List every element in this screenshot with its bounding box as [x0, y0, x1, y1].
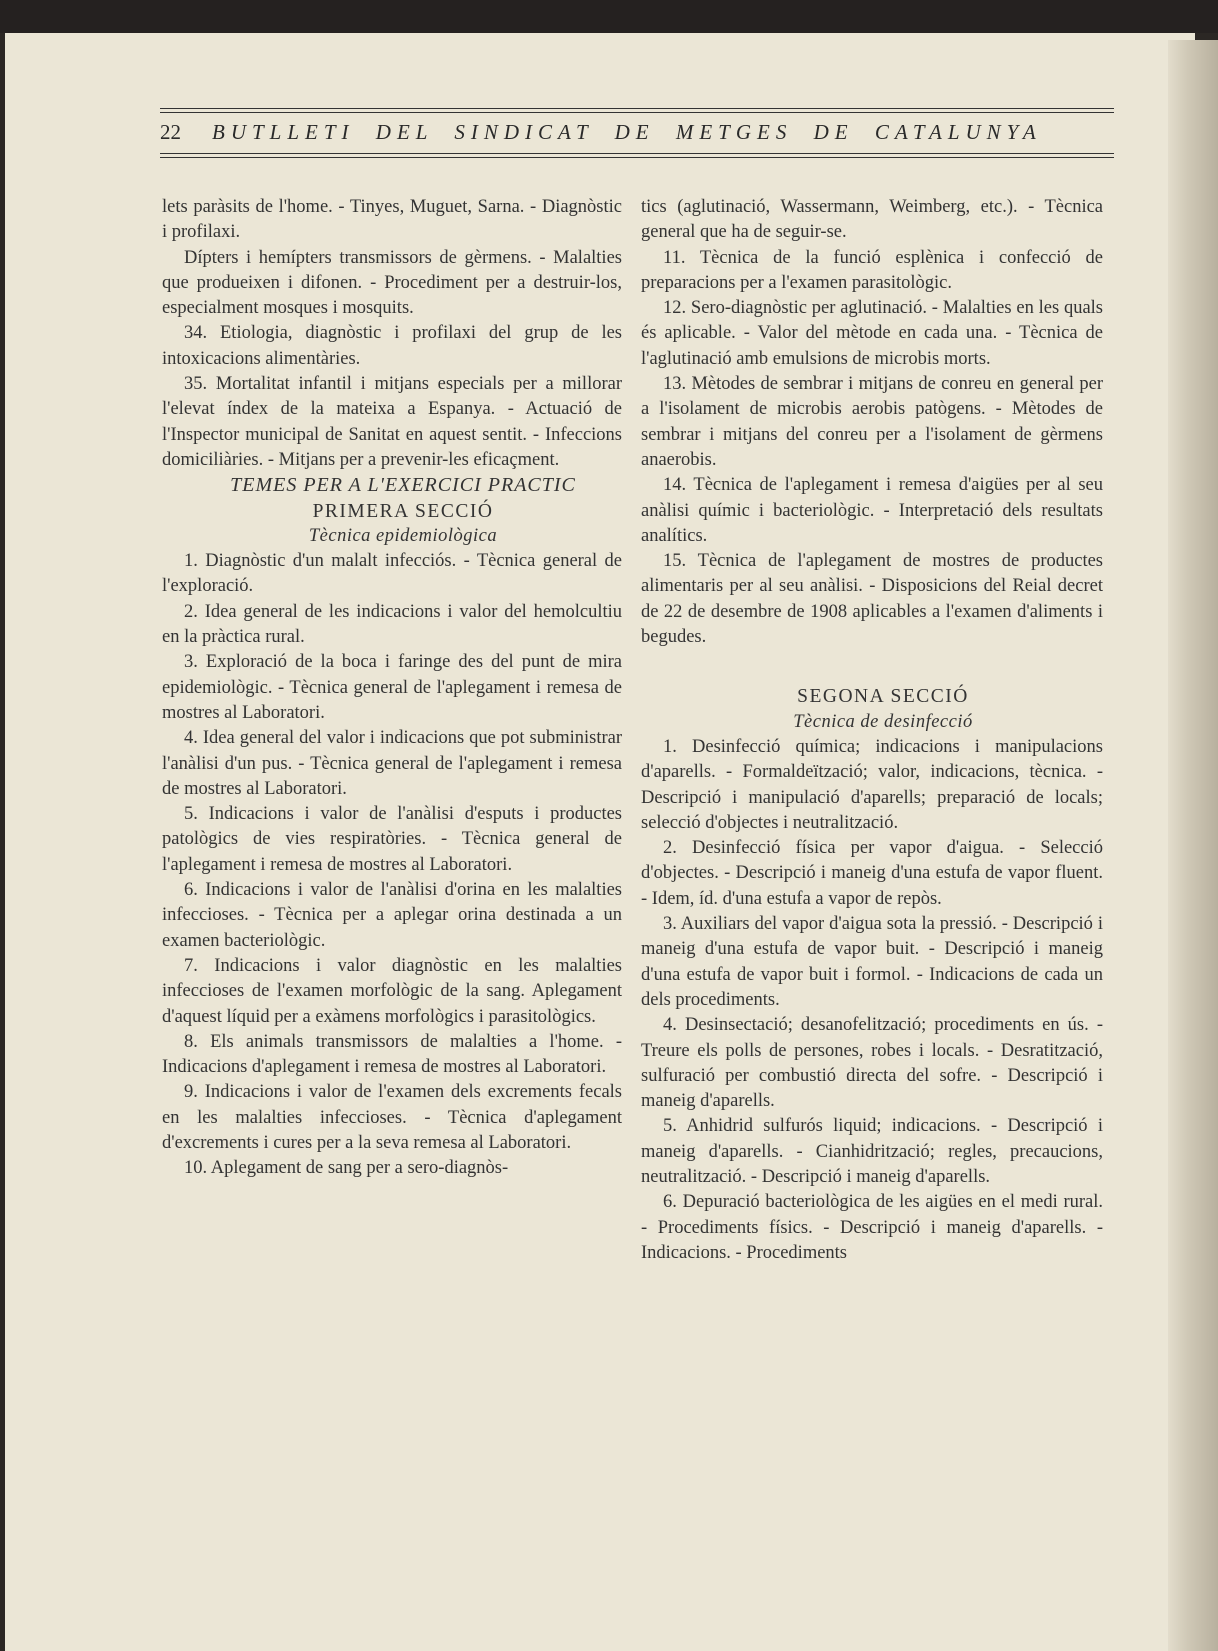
list-item: 13. Mètodes de sembrar i mitjans de conreu en general per a l'isolament de microbis aerobis patògens. - Mètodes de sembrar i mitjans del conreu per a l'isolament de gèrmens anaerobis. [641, 374, 1103, 470]
list-item: 14. Tècnica de l'aplegament i remesa d'aigües per al seu anàlisi químic i bacteriològic. - Interpretació dels resultats analítics. [641, 475, 1103, 546]
header-rule-top-2 [160, 112, 1114, 113]
section-title: SEGONA SECCIÓ [797, 686, 969, 708]
list-item: 1. Desinfecció química; indicacions i manipulacions d'aparells. - Formaldeïtzació; valor, indicacions, tècnica. - Descripció i manipulació d'aparells; preparació de locals; selecció d'objectes i neutralització. [641, 736, 1103, 833]
list-item: 5. Indicacions i valor de l'anàlisi d'esputs i productes patològics de vies respiratòries. - Tècnica general de l'aplegament i remesa de mostres al Laboratori. [162, 804, 622, 875]
paragraph: Dípters i hemípters transmissors de gèrmens. - Malalties que produeixen i difonen. - Procediment per a destruir-los, especialment mosques i mosquits. [162, 247, 622, 319]
paragraph: tics (aglutinació, Wassermann, Weimberg, etc.). - Tècnica general que ha de seguir-se. [641, 197, 1103, 243]
list-item: 2. Desinfecció física per vapor d'aigua. - Selecció d'objectes. - Descripció i maneig d'una estufa de vapor fluent. - Idem, íd. d'una estufa a vapor de repòs. [641, 838, 1103, 909]
list-item: 2. Idea general de les indicacions i valor del hemolcultiu en la pràctica rural. [162, 601, 622, 648]
right-column [641, 195, 1103, 1266]
header-rule-bottom-2 [160, 157, 1114, 158]
header-rule-top [160, 108, 1114, 109]
list-item: 1. Diagnòstic d'un malalt infecciós. - Tècnica general de l'exploració. [162, 551, 622, 597]
list-item: 11. Tècnica de la funció esplènica i confecció de preparacions per a l'examen parasitològic. [641, 247, 1103, 293]
running-title: BUTLLETI DEL SINDICAT DE METGES DE CATALUNYA [212, 120, 1042, 144]
list-item: 15. Tècnica de l'aplegament de mostres de productes alimentaris per al seu anàlisi. - Disposicions del Reial decret de 22 de desembre de 1908 aplicables a l'examen d'aliments i begudes. [641, 551, 1103, 648]
page-gutter-shadow [1168, 40, 1218, 1651]
header-rule-bottom [160, 153, 1114, 154]
running-header [160, 108, 1114, 164]
paragraph: 35. Mortalitat infantil i mitjans especials per a millorar l'elevat índex de la mateixa a Espanya. - Actuació de l'Inspector municipal de Sanitat en aquest sentit. - Infeccions domiciliàries. - Mitjans per a prevenir-les eficaçment. [162, 374, 622, 470]
list-item: 3. Auxiliars del vapor d'aigua sota la pressió. - Descripció i maneig d'una estufa de vapor buit. - Descripció i maneig d'una estufa de vapor buit i formol. - Indicacions de cada un dels procediments. [641, 914, 1103, 1010]
list-item: 8. Els animals transmissors de malalties a l'home. - Indicacions d'aplegament i remesa de mostres al Laboratori. [162, 1031, 622, 1078]
list-item: 7. Indicacions i valor diagnòstic en les malalties infeccioses de l'examen morfològic de la sang. Aplegament d'aquest líquid per a exàmens morfològics i parasitològics. [162, 955, 622, 1027]
list-item: 3. Exploració de la boca i faringe des del punt de mira epidemiològic. - Tècnica general de l'aplegament i remesa de mostres al Laboratori. [162, 652, 622, 723]
left-column [162, 195, 622, 1182]
subsection-title: Tècnica de desinfecció [793, 711, 973, 732]
list-item: 5. Anhidrid sulfurós liquid; indicacions. - Descripció i maneig d'aparells. - Cianhidrització; regles, precaucions, neutralització. - Descripció i maneig d'aparells. [641, 1116, 1103, 1187]
paragraph: 34. Etiologia, diagnòstic i profilaxi del grup de les intoxicacions alimentàries. [162, 323, 622, 369]
exercise-heading: TEMES PER A L'EXERCICI PRACTIC [230, 474, 576, 497]
scan-top-edge [0, 0, 1218, 33]
paragraph: lets paràsits de l'home. - Tinyes, Muguet, Sarna. - Diagnòstic i profilaxi. [162, 197, 622, 243]
list-item: 9. Indicacions i valor de l'examen dels excrements fecals en les malalties infeccioses. - Tècnica d'aplegament d'excrements i cures per a la seva remesa al Laboratori. [162, 1082, 622, 1153]
list-item: 4. Idea general del valor i indicacions que pot subministrar l'anàlisi d'un pus. - Tècnica general de l'aplegament i remesa de mostres al Laboratori. [162, 728, 622, 799]
section-title: PRIMERA SECCIÓ [312, 500, 494, 522]
list-item: 6. Indicacions i valor de l'anàlisi d'orina en les malalties infeccioses. - Tècnica per a aplegar orina destinada a un examen bacteriològic. [162, 880, 622, 951]
list-item: 10. Aplegament de sang per a sero-diagnòs- [184, 1158, 509, 1179]
subsection-title: Tècnica epidemiològica [308, 525, 498, 546]
page-number: 22 [160, 120, 181, 144]
list-item: 4. Desinsectació; desanofelització; procediments en ús. - Treure els polls de persones, robes i locals. - Desratització, sulfuració per combustió directa del sofre. - Descripció i maneig d'aparells. [641, 1015, 1103, 1112]
list-item: 12. Sero-diagnòstic per aglutinació. - Malalties en les quals és aplicable. - Valor del mètode en cada una. - Tècnica de l'aglutinació amb emulsions de microbis morts. [641, 298, 1103, 369]
list-item: 6. Depuració bacteriològica de les aigües en el medi rural. - Procediments físics. - Descripció i maneig d'aparells. - Indicacions. - Procediments [641, 1192, 1103, 1263]
